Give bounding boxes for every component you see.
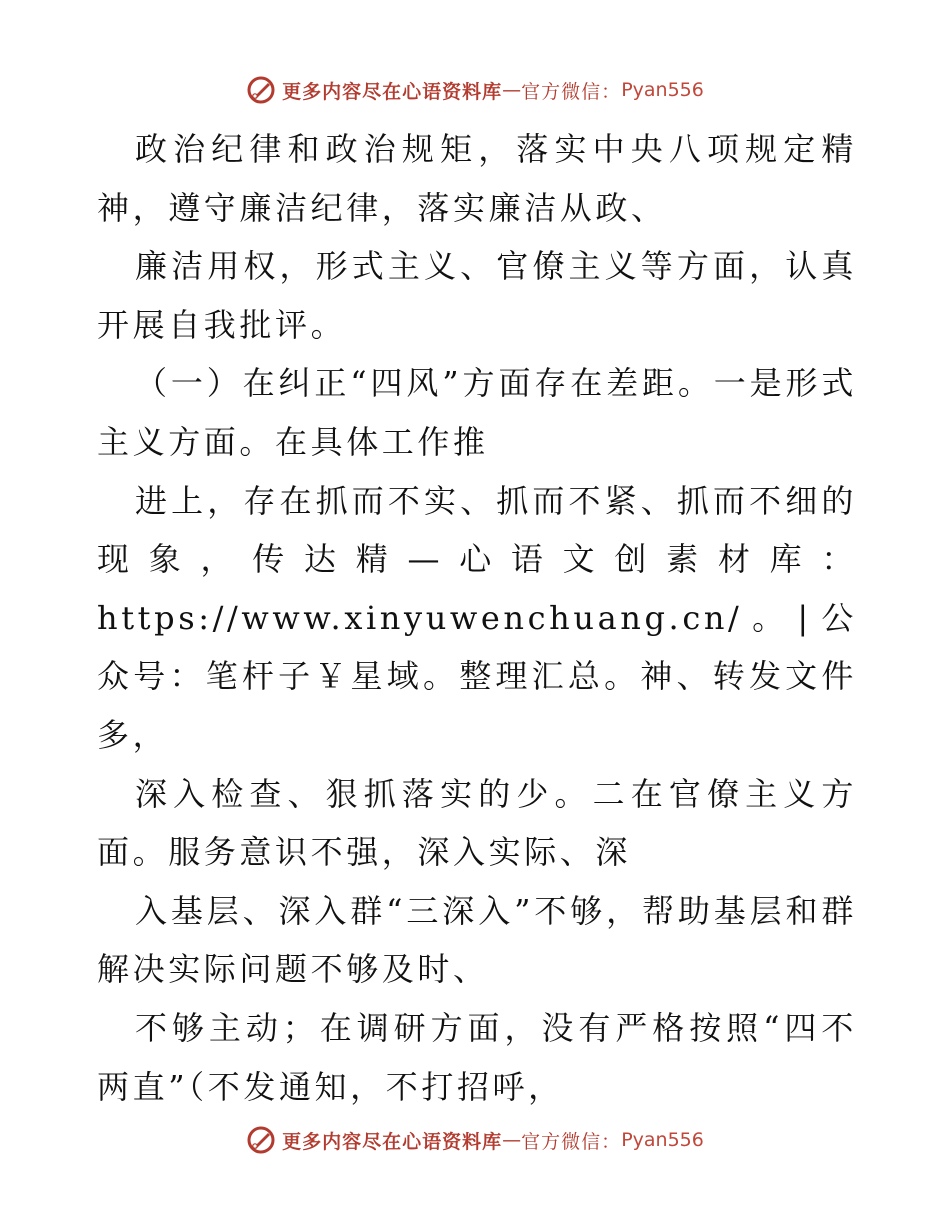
header-label: 更多内容尽在心语资料库 xyxy=(282,80,503,103)
paragraph: （一）在纠正“四风”方面存在差距。一是形式主义方面。在具体工作推 xyxy=(97,364,857,461)
paragraph: 入基层、深入群“三深入”不够，帮助基层和群解决实际问题不够及时、 xyxy=(97,891,857,989)
quill-seal-icon xyxy=(246,1125,276,1155)
footer-label: 更多内容尽在心语资料库 xyxy=(282,1130,503,1153)
header-banner xyxy=(0,70,950,110)
quill-seal-icon xyxy=(246,75,276,105)
paragraph: 廉洁用权，形式主义、官僚主义等方面，认真开展自我批评。 xyxy=(97,247,857,344)
paragraph: 不够主动；在调研方面，没有严格按照“四不两直”（不发通知，不打招呼， xyxy=(97,1008,857,1106)
header-separator: — xyxy=(502,79,522,101)
paragraph: 政治纪律和政治规矩，落实中央八项规定精神，遵守廉洁纪律，落实廉洁从政、 xyxy=(97,130,857,227)
header-wechat-handle: Pyan556 xyxy=(621,79,704,101)
document-body xyxy=(97,120,857,1116)
header-wechat-label: 官方微信： xyxy=(521,80,622,103)
paragraph: 进上，存在抓而不实、抓而不紧、抓而不细的现象，传达精—心语文创素材库：https://www.xinyuwenchuang.cn/。|公众号：笔杆子￥星域。整理汇总。神、转发文件多， xyxy=(97,481,857,754)
paragraph: 深入检查、狠抓落实的少。二在官僚主义方面。服务意识不强，深入实际、深 xyxy=(97,774,857,872)
footer-wechat-label: 官方微信： xyxy=(521,1130,622,1153)
footer-separator: — xyxy=(502,1129,522,1151)
footer-wechat-handle: Pyan556 xyxy=(621,1129,704,1151)
footer-banner xyxy=(0,1120,950,1160)
